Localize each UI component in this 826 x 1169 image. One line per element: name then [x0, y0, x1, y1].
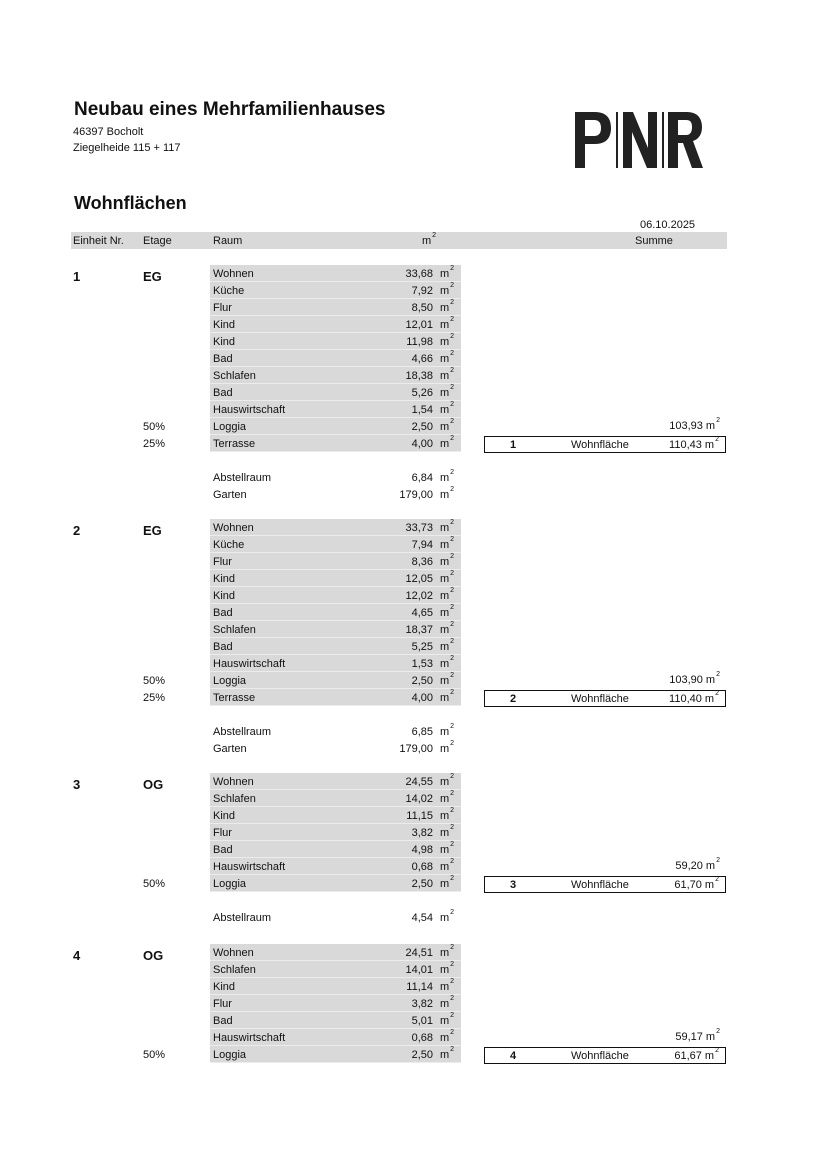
room-area: 11,14: [406, 981, 433, 993]
room-area: 12,01: [405, 319, 433, 331]
room-area: 179,00: [399, 489, 433, 501]
unit-label: $m^2$: [440, 367, 455, 382]
unit-label: $m^2$: [440, 723, 455, 738]
box-total: 61,67 $m^2$: [674, 1047, 719, 1062]
room-area: 4,00: [411, 438, 433, 450]
extra-row: [210, 909, 461, 926]
unit-label: $m^2$: [440, 824, 455, 839]
box-label: Wohnfläche: [571, 693, 629, 705]
unit-floor: EG: [143, 269, 162, 284]
room-area: 4,98: [411, 844, 433, 856]
box-label: Wohnfläche: [571, 879, 629, 891]
box-unit-number: 1: [510, 439, 517, 451]
unit-total-box: [484, 1047, 726, 1064]
room-name: Abstellraum: [213, 912, 272, 924]
box-label: Wohnfläche: [571, 439, 629, 451]
room-name: Kind: [213, 319, 236, 331]
unit-label: $m^2$: [440, 961, 455, 976]
unit-label: $m^2$: [440, 435, 455, 450]
unit-label: $m^2$: [440, 401, 455, 416]
room-name: Kind: [213, 573, 236, 585]
reduction-factor: 50%: [143, 421, 166, 433]
extra-row: [210, 740, 461, 757]
address-city: 46397 Bocholt: [73, 126, 144, 138]
room-row: [210, 841, 461, 858]
unit-label: $m^2$: [440, 909, 455, 924]
reduction-factor: 50%: [143, 675, 166, 687]
room-name: Schlafen: [213, 624, 256, 636]
room-area: 3,82: [411, 998, 433, 1010]
reduction-factor: 25%: [143, 438, 166, 450]
unit-label: $m^2$: [440, 333, 455, 348]
box-total: 61,70 $m^2$: [674, 876, 719, 891]
room-area: 4,00: [411, 692, 433, 704]
room-name: Loggia: [213, 878, 247, 890]
room-area: 12,02: [405, 590, 433, 602]
box-total: 110,43 $m^2$: [669, 436, 719, 451]
room-row: [210, 944, 461, 961]
unit-label: $m^2$: [440, 1046, 455, 1061]
room-row: [210, 587, 461, 604]
room-area: 18,37: [405, 624, 433, 636]
room-area: 2,50: [411, 1049, 433, 1061]
unit-label: $m^2$: [440, 638, 455, 653]
room-name: Hauswirtschaft: [213, 658, 286, 670]
header-einheit: Einheit Nr.: [73, 235, 124, 247]
unit-label: $m^2$: [440, 807, 455, 822]
room-row: [210, 367, 461, 384]
room-row: [210, 961, 461, 978]
room-area: 12,05: [405, 573, 433, 585]
unit-label: $m^2$: [440, 740, 455, 755]
room-name: Loggia: [213, 675, 247, 687]
room-area: 2,50: [411, 878, 433, 890]
room-area: 0,68: [411, 1032, 433, 1044]
unit-label: $m^2$: [440, 655, 455, 670]
room-area: 4,54: [411, 912, 433, 924]
room-row: [210, 858, 461, 875]
unit-total-box: [484, 436, 726, 453]
room-area: 179,00: [399, 743, 433, 755]
room-name: Hauswirtschaft: [213, 1032, 286, 1044]
room-row: [210, 282, 461, 299]
room-row: [210, 519, 461, 536]
room-area: 11,15: [406, 810, 433, 822]
room-area: 5,26: [411, 387, 433, 399]
room-name: Schlafen: [213, 370, 256, 382]
room-row: [210, 553, 461, 570]
unit-label: $m^2$: [440, 587, 455, 602]
room-area: 8,36: [411, 556, 433, 568]
box-unit-number: 2: [510, 693, 517, 705]
reduction-factor: 50%: [143, 878, 166, 890]
reduction-factor: 25%: [143, 692, 166, 704]
unit-subtotal: 103,90 $m^2$: [669, 671, 720, 686]
room-row: [210, 807, 461, 824]
room-name: Küche: [213, 539, 245, 551]
unit-subtotal: 103,93 $m^2$: [669, 417, 720, 432]
header-raum: Raum: [213, 235, 243, 247]
room-row: [210, 689, 461, 706]
room-area: 5,25: [411, 641, 433, 653]
room-row: [210, 655, 461, 672]
room-area: 6,84: [411, 472, 433, 484]
room-area: 7,92: [411, 285, 433, 297]
room-name: Schlafen: [213, 793, 256, 805]
box-total: 110,40 $m^2$: [669, 690, 719, 705]
unit-label: $m^2$: [440, 350, 455, 365]
room-name: Terrasse: [213, 692, 256, 704]
room-name: Loggia: [213, 421, 247, 433]
unit-label: $m^2$: [440, 978, 455, 993]
room-name: Bad: [213, 387, 233, 399]
unit-subtotal: 59,20 $m^2$: [675, 857, 720, 872]
room-row: [210, 536, 461, 553]
unit-label: $m^2$: [440, 841, 455, 856]
room-area: 0,68: [411, 861, 433, 873]
unit-total-box: [484, 690, 726, 707]
extra-row: [210, 723, 461, 740]
room-row: [210, 570, 461, 587]
box-label: Wohnfläche: [571, 1050, 629, 1062]
room-name: Hauswirtschaft: [213, 861, 286, 873]
unit-number: 2: [73, 523, 81, 538]
date: 06.10.2025: [640, 219, 696, 231]
room-name: Wohnen: [213, 522, 254, 534]
unit-label: $m^2$: [440, 944, 455, 959]
room-name: Wohnen: [213, 268, 254, 280]
room-name: Flur: [213, 827, 232, 839]
room-row: [210, 773, 461, 790]
room-name: Schlafen: [213, 964, 256, 976]
room-row: [210, 824, 461, 841]
unit-label: $m^2$: [440, 486, 455, 501]
room-area: 1,54: [411, 404, 433, 416]
header-etage: Etage: [143, 235, 172, 247]
room-row: [210, 265, 461, 282]
room-name: Bad: [213, 1015, 233, 1027]
unit-label: $m^2$: [440, 553, 455, 568]
reduction-factor: 50%: [143, 1049, 166, 1061]
unit-subtotal: 59,17 $m^2$: [675, 1028, 720, 1043]
unit-floor: OG: [143, 948, 164, 963]
unit-label: $m^2$: [440, 790, 455, 805]
unit-label: $m^2$: [440, 604, 455, 619]
unit-label: $m^2$: [440, 519, 455, 534]
room-area: 11,98: [406, 336, 433, 348]
room-area: 33,68: [405, 268, 433, 280]
project-title: Neubau eines Mehrfamilienhauses: [74, 99, 386, 120]
unit-label: $m^2$: [440, 1012, 455, 1027]
unit-label: $m^2$: [440, 418, 455, 433]
unit-label: $m^2$: [440, 858, 455, 873]
room-row: [210, 621, 461, 638]
unit-label: $m^2$: [440, 672, 455, 687]
room-name: Flur: [213, 302, 232, 314]
room-name: Loggia: [213, 1049, 247, 1061]
extra-row: [210, 486, 461, 503]
room-area: 3,82: [411, 827, 433, 839]
address-street: Ziegelheide 115 + 117: [73, 142, 181, 154]
room-area: 4,66: [411, 353, 433, 365]
room-area: 1,53: [411, 658, 433, 670]
table-header: [71, 232, 727, 249]
unit-label: $m^2$: [440, 536, 455, 551]
unit-label: $m^2$: [440, 282, 455, 297]
room-name: Wohnen: [213, 776, 254, 788]
section-title: Wohnflächen: [74, 193, 187, 213]
room-row: [210, 875, 461, 892]
room-row: [210, 401, 461, 418]
room-row: [210, 316, 461, 333]
unit-number: 4: [73, 948, 81, 963]
unit-label: $m^2$: [440, 773, 455, 788]
unit-total-box: [484, 876, 726, 893]
room-row: [210, 299, 461, 316]
room-row: [210, 1046, 461, 1063]
room-row: [210, 995, 461, 1012]
room-name: Kind: [213, 810, 236, 822]
room-area: 24,55: [405, 776, 433, 788]
room-name: Abstellraum: [213, 472, 272, 484]
room-area: 7,94: [411, 539, 433, 551]
header-m2: $m^2$: [422, 232, 437, 247]
room-row: [210, 418, 461, 435]
room-name: Flur: [213, 998, 232, 1010]
unit-label: $m^2$: [440, 570, 455, 585]
room-area: 6,85: [411, 726, 433, 738]
unit-label: $m^2$: [440, 469, 455, 484]
box-unit-number: 4: [510, 1050, 517, 1062]
room-area: 4,65: [411, 607, 433, 619]
room-area: 14,02: [405, 793, 433, 805]
unit-label: $m^2$: [440, 689, 455, 704]
unit-floor: OG: [143, 777, 164, 792]
room-area: 24,51: [405, 947, 433, 959]
room-name: Kind: [213, 336, 236, 348]
unit-number: 3: [73, 777, 81, 792]
room-name: Garten: [213, 489, 247, 501]
room-row: [210, 350, 461, 367]
room-area: 14,01: [405, 964, 433, 976]
room-row: [210, 790, 461, 807]
room-row: [210, 333, 461, 350]
room-area: 18,38: [405, 370, 433, 382]
room-name: Hauswirtschaft: [213, 404, 286, 416]
room-name: Bad: [213, 353, 233, 365]
room-name: Küche: [213, 285, 245, 297]
box-unit-number: 3: [510, 879, 517, 891]
room-area: 2,50: [411, 675, 433, 687]
room-name: Bad: [213, 641, 233, 653]
unit-label: $m^2$: [440, 265, 455, 280]
room-row: [210, 672, 461, 689]
room-name: Abstellraum: [213, 726, 272, 738]
room-name: Terrasse: [213, 438, 256, 450]
room-row: [210, 978, 461, 995]
room-row: [210, 384, 461, 401]
unit-label: $m^2$: [440, 316, 455, 331]
room-name: Garten: [213, 743, 247, 755]
room-area: 2,50: [411, 421, 433, 433]
room-name: Bad: [213, 607, 233, 619]
room-area: 33,73: [405, 522, 433, 534]
room-row: [210, 1029, 461, 1046]
unit-label: $m^2$: [440, 384, 455, 399]
header-summe: Summe: [635, 235, 673, 247]
extra-row: [210, 469, 461, 486]
unit-label: $m^2$: [440, 875, 455, 890]
pnr-logo: [575, 112, 703, 168]
unit-number: 1: [73, 269, 81, 284]
room-name: Kind: [213, 590, 236, 602]
room-name: Flur: [213, 556, 232, 568]
room-name: Bad: [213, 844, 233, 856]
room-name: Kind: [213, 981, 236, 993]
room-area: 8,50: [411, 302, 433, 314]
room-area: 5,01: [411, 1015, 433, 1027]
unit-label: $m^2$: [440, 1029, 455, 1044]
unit-floor: EG: [143, 523, 162, 538]
room-row: [210, 1012, 461, 1029]
unit-label: $m^2$: [440, 621, 455, 636]
unit-label: $m^2$: [440, 995, 455, 1010]
room-row: [210, 604, 461, 621]
room-row: [210, 435, 461, 452]
unit-label: $m^2$: [440, 299, 455, 314]
room-row: [210, 638, 461, 655]
room-name: Wohnen: [213, 947, 254, 959]
